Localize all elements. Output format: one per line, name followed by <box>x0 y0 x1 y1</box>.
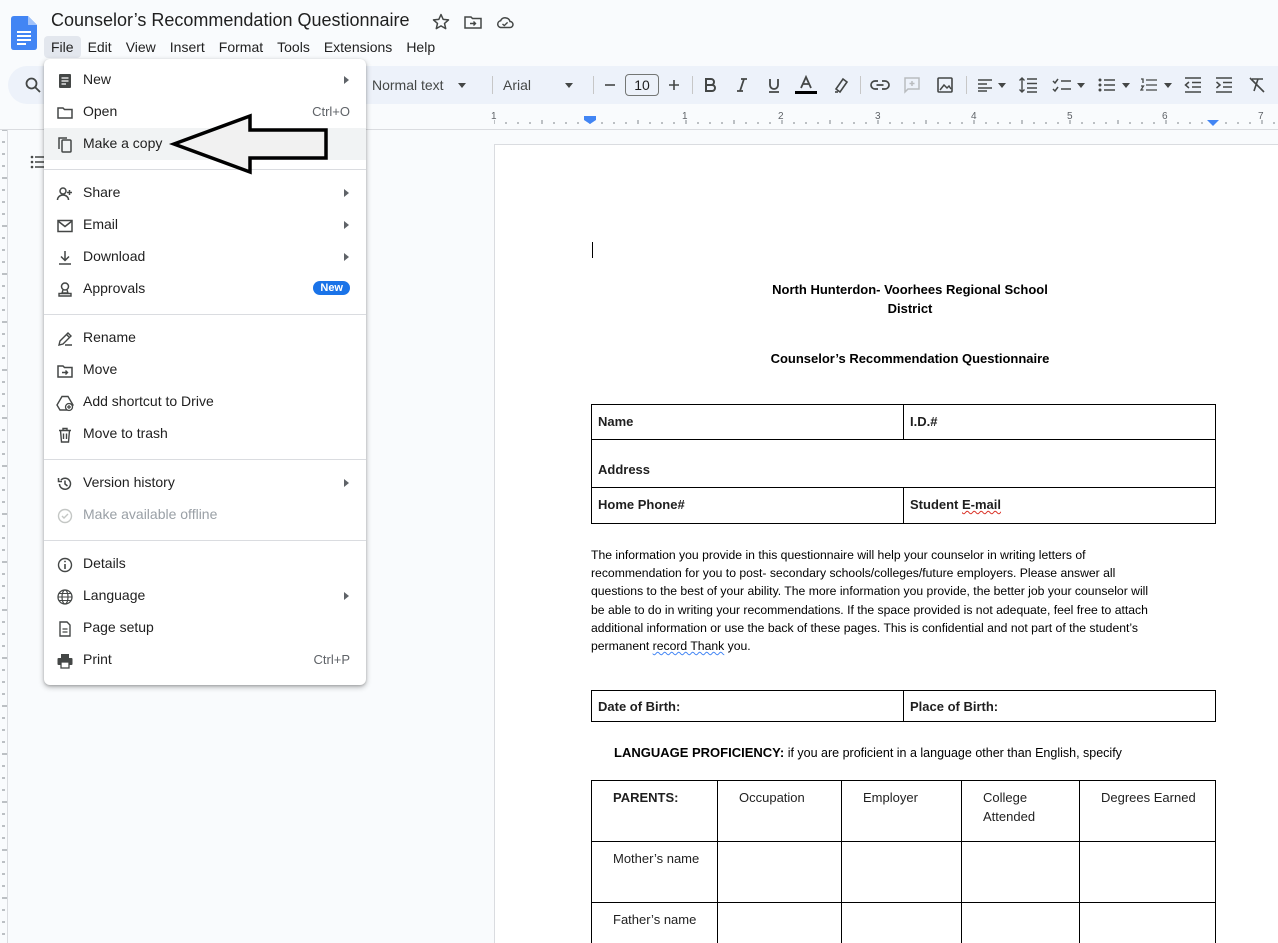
chevron-down-icon <box>998 83 1006 88</box>
ruler-label: 4 <box>971 111 977 122</box>
date-of-birth-label: Date of Birth: <box>598 699 681 714</box>
doc-heading-line2: District <box>887 301 933 316</box>
table-cell[interactable] <box>961 902 1080 943</box>
email-icon <box>56 217 74 235</box>
menu-item-details[interactable] <box>44 548 366 580</box>
paragraph-line: questions to the best of your ability. The more information you provide, the better job your counselor will <box>591 584 1149 599</box>
father-name-cell[interactable] <box>591 902 718 943</box>
employer-label: Employer <box>863 790 918 805</box>
menu-item-label: Page setup <box>83 619 154 635</box>
cloud-status-icon[interactable] <box>495 12 515 32</box>
college-label-line2: Attended <box>983 809 1036 824</box>
submenu-arrow-icon <box>344 189 349 197</box>
toolbar-divider <box>593 76 594 94</box>
college-label-line1: College <box>983 790 1028 805</box>
document-page[interactable] <box>494 144 1278 943</box>
plus-icon <box>668 79 680 91</box>
submenu-arrow-icon <box>344 253 349 261</box>
place-of-birth-label: Place of Birth: <box>910 699 999 714</box>
text-color-icon[interactable] <box>794 75 818 95</box>
menu-item-label: Rename <box>83 329 136 345</box>
table-cell[interactable] <box>841 902 962 943</box>
move-folder-icon[interactable] <box>463 12 483 32</box>
chevron-down-icon <box>458 83 466 88</box>
folder-open-icon <box>56 104 74 122</box>
vertical-ruler[interactable] <box>0 130 8 943</box>
id-cell[interactable] <box>903 404 1216 440</box>
chevron-down-icon <box>1077 83 1085 88</box>
menu-item-label: Language <box>83 587 146 603</box>
table-cell[interactable] <box>717 841 842 903</box>
search-menus-icon[interactable] <box>24 75 42 95</box>
college-header-cell[interactable] <box>961 780 1080 842</box>
font-size-input[interactable]: 10 <box>625 74 659 96</box>
student-email-prefix: Student <box>910 497 962 512</box>
font-select-value: Arial <box>503 77 532 93</box>
increase-font-size-button[interactable] <box>666 75 682 95</box>
date-of-birth-cell[interactable] <box>591 690 904 722</box>
line-spacing-icon[interactable] <box>1018 75 1038 95</box>
submenu-arrow-icon <box>344 479 349 487</box>
annotation-arrow <box>168 110 334 178</box>
place-of-birth-cell[interactable] <box>903 690 1216 722</box>
menu-item-label: Make available offline <box>83 506 218 522</box>
student-email-label <box>910 497 1001 512</box>
copy-icon <box>56 136 74 154</box>
decrease-indent-icon[interactable] <box>1184 75 1202 95</box>
chevron-down-icon <box>1122 83 1130 88</box>
mother-name-cell[interactable] <box>591 841 718 903</box>
approvals-icon <box>56 281 74 299</box>
menu-item-make-available-offline[interactable] <box>44 499 366 531</box>
address-label: Address <box>598 462 651 477</box>
print-icon <box>56 652 74 670</box>
submenu-arrow-icon <box>344 76 349 84</box>
paragraph-line <box>591 637 1231 655</box>
bulleted-list-button[interactable] <box>1096 75 1132 95</box>
menu-item-version-history[interactable] <box>44 467 366 499</box>
insert-image-icon[interactable] <box>936 75 954 95</box>
menubar <box>44 36 442 58</box>
doc-subheading: Counselor’s Recommendation Questionnaire <box>770 351 1050 366</box>
download-icon <box>56 249 74 267</box>
table-cell[interactable] <box>841 841 962 903</box>
shortcut-label: Ctrl+O <box>312 104 350 119</box>
checklist-icon <box>1052 77 1072 93</box>
style-select[interactable] <box>372 75 482 95</box>
ruler-label: 5 <box>1067 111 1073 122</box>
menu-item-rename[interactable] <box>44 322 366 354</box>
name-cell[interactable] <box>591 404 904 440</box>
table-cell[interactable] <box>717 902 842 943</box>
menu-item-label: Add shortcut to Drive <box>83 393 214 409</box>
menu-item-new[interactable] <box>44 64 366 96</box>
mother-name-label: Mother’s name <box>613 851 700 866</box>
menu-item-label: Move <box>83 361 118 377</box>
toolbar-divider <box>966 76 967 94</box>
language-proficiency-line <box>614 745 1122 760</box>
font-select[interactable] <box>503 75 581 95</box>
offline-icon <box>56 507 74 525</box>
info-icon <box>56 556 74 574</box>
menu-item-language[interactable] <box>44 580 366 612</box>
parents-header-cell[interactable] <box>591 780 718 842</box>
shortcut-label: Ctrl+P <box>313 652 350 667</box>
menu-format[interactable]: Format <box>218 39 264 55</box>
table-cell[interactable] <box>961 841 1080 903</box>
menu-divider <box>44 540 366 541</box>
student-email-cell[interactable] <box>903 487 1216 524</box>
doc-title[interactable]: Counselor’s Recommendation Questionnaire <box>51 10 410 30</box>
degrees-header-cell[interactable] <box>1079 780 1216 842</box>
style-select-value: Normal text <box>372 77 444 93</box>
menu-insert[interactable]: Insert <box>169 39 205 55</box>
add-comment-icon[interactable] <box>903 75 921 95</box>
menu-edit[interactable]: Edit <box>87 39 112 55</box>
menu-divider <box>44 459 366 460</box>
chevron-down-icon <box>565 83 573 88</box>
horizontal-ruler[interactable] <box>491 110 1278 130</box>
menu-item-print[interactable] <box>44 644 366 676</box>
submenu-arrow-icon <box>344 592 349 600</box>
menu-file[interactable]: File <box>44 36 81 58</box>
occupation-header-cell[interactable] <box>717 780 842 842</box>
language-proficiency-text: if you are proficient in a language other than English, specify <box>784 746 1122 760</box>
ruler-label: 7 <box>1258 111 1264 122</box>
text-cursor <box>592 242 593 258</box>
menu-item-page-setup[interactable] <box>44 612 366 644</box>
table-cell[interactable] <box>1079 902 1216 943</box>
minus-icon <box>604 79 616 91</box>
menu-item-add-shortcut-to-drive[interactable] <box>44 386 366 418</box>
align-left-icon <box>977 78 993 92</box>
menu-item-label: Email <box>83 216 119 232</box>
new-badge: New <box>313 281 350 295</box>
home-phone-label: Home Phone# <box>598 497 685 512</box>
ruler-label: 2 <box>778 111 784 122</box>
home-phone-cell[interactable] <box>591 487 904 524</box>
chevron-down-icon <box>1164 83 1172 88</box>
bold-icon[interactable] <box>702 75 718 95</box>
history-icon <box>56 475 74 493</box>
docs-logo-icon[interactable] <box>11 16 37 50</box>
language-proficiency-label: LANGUAGE PROFICIENCY: <box>614 745 785 760</box>
menu-item-email[interactable] <box>44 209 366 241</box>
menu-item-label: Details <box>83 555 126 571</box>
underline-icon[interactable] <box>766 75 782 95</box>
parents-label: PARENTS: <box>613 790 679 805</box>
increase-indent-icon[interactable] <box>1215 75 1233 95</box>
address-cell[interactable] <box>591 439 1216 488</box>
numbered-list-button[interactable] <box>1138 75 1174 95</box>
menu-item-label: New <box>83 71 112 87</box>
doc-heading-line1: North Hunterdon- Voorhees Regional School <box>772 282 1048 297</box>
menu-item-label: Open <box>83 103 118 119</box>
menu-item-label: Approvals <box>83 280 146 296</box>
paragraph-line: be able to do in writing your recommendations. If the space provided is not adequate, feel free to attach <box>591 602 1148 617</box>
paragraph-text: you. <box>724 639 751 654</box>
employer-header-cell[interactable] <box>841 780 962 842</box>
table-cell[interactable] <box>1079 841 1216 903</box>
new-doc-icon <box>56 72 74 90</box>
trash-icon <box>56 426 74 444</box>
globe-icon <box>56 588 74 606</box>
vertical-ruler-ticks <box>0 130 8 943</box>
bulleted-list-icon <box>1098 78 1116 92</box>
rename-icon <box>56 330 74 348</box>
align-button[interactable] <box>976 75 1006 95</box>
menu-item-move[interactable] <box>44 354 366 386</box>
toolbar-divider <box>692 76 693 94</box>
submenu-arrow-icon <box>344 221 349 229</box>
numbered-list-icon <box>1140 78 1158 92</box>
menu-item-label: Version history <box>83 474 175 490</box>
paragraph-text: permanent <box>591 639 653 654</box>
toolbar-divider <box>860 76 861 94</box>
ruler-label: 1 <box>682 111 688 122</box>
decrease-font-size-button[interactable] <box>602 75 618 95</box>
ruler-label: 3 <box>875 111 881 122</box>
student-email-word: E-mail <box>962 497 1002 512</box>
app-header <box>0 0 1278 62</box>
move-icon <box>56 362 74 380</box>
toolbar-divider <box>492 76 493 94</box>
name-label: Name <box>598 414 634 429</box>
menu-item-label: Share <box>83 184 121 200</box>
ruler-label: 1 <box>491 111 497 122</box>
degrees-label: Degrees Earned <box>1101 790 1196 805</box>
father-name-label: Father’s name <box>613 912 697 927</box>
menu-view[interactable]: View <box>125 39 156 55</box>
menu-item-approvals[interactable] <box>44 273 366 305</box>
star-icon[interactable] <box>431 12 451 32</box>
menu-tools[interactable]: Tools <box>277 39 310 55</box>
menu-divider <box>44 314 366 315</box>
insert-link-icon[interactable] <box>870 75 890 95</box>
italic-icon[interactable] <box>734 75 750 95</box>
intro-paragraph <box>591 546 1231 655</box>
menu-item-share[interactable] <box>44 177 366 209</box>
menu-help[interactable]: Help <box>406 39 436 55</box>
paragraph-line: recommendation for you to post- secondary schools/colleges/future employers. Please answer all <box>591 566 1116 581</box>
ruler-ticks <box>494 110 1278 130</box>
paragraph-line: additional information or use the back of these pages. This is confidential and not part of the student’s <box>591 620 1138 635</box>
menu-item-label: Download <box>83 248 146 264</box>
paragraph-line: The information you provide in this questionnaire will help your counselor in writing letters of <box>591 548 1086 562</box>
menu-item-label: Make a copy <box>83 135 163 151</box>
occupation-label: Occupation <box>739 790 805 805</box>
menu-extensions[interactable]: Extensions <box>323 39 393 55</box>
grammar-flagged-text[interactable]: record Thank <box>652 639 725 654</box>
menu-item-download[interactable] <box>44 241 366 273</box>
highlight-color-icon[interactable] <box>832 75 850 95</box>
menu-item-label: Move to trash <box>83 425 168 441</box>
ruler-label: 6 <box>1162 111 1168 122</box>
share-person-icon <box>56 185 74 203</box>
clear-formatting-icon[interactable] <box>1248 75 1266 95</box>
drive-shortcut-icon <box>56 394 74 412</box>
checklist-button[interactable] <box>1050 75 1086 95</box>
menu-item-move-to-trash[interactable] <box>44 418 366 450</box>
page-setup-icon <box>56 620 74 638</box>
menu-item-label: Print <box>83 651 112 667</box>
id-label: I.D.# <box>910 414 938 429</box>
